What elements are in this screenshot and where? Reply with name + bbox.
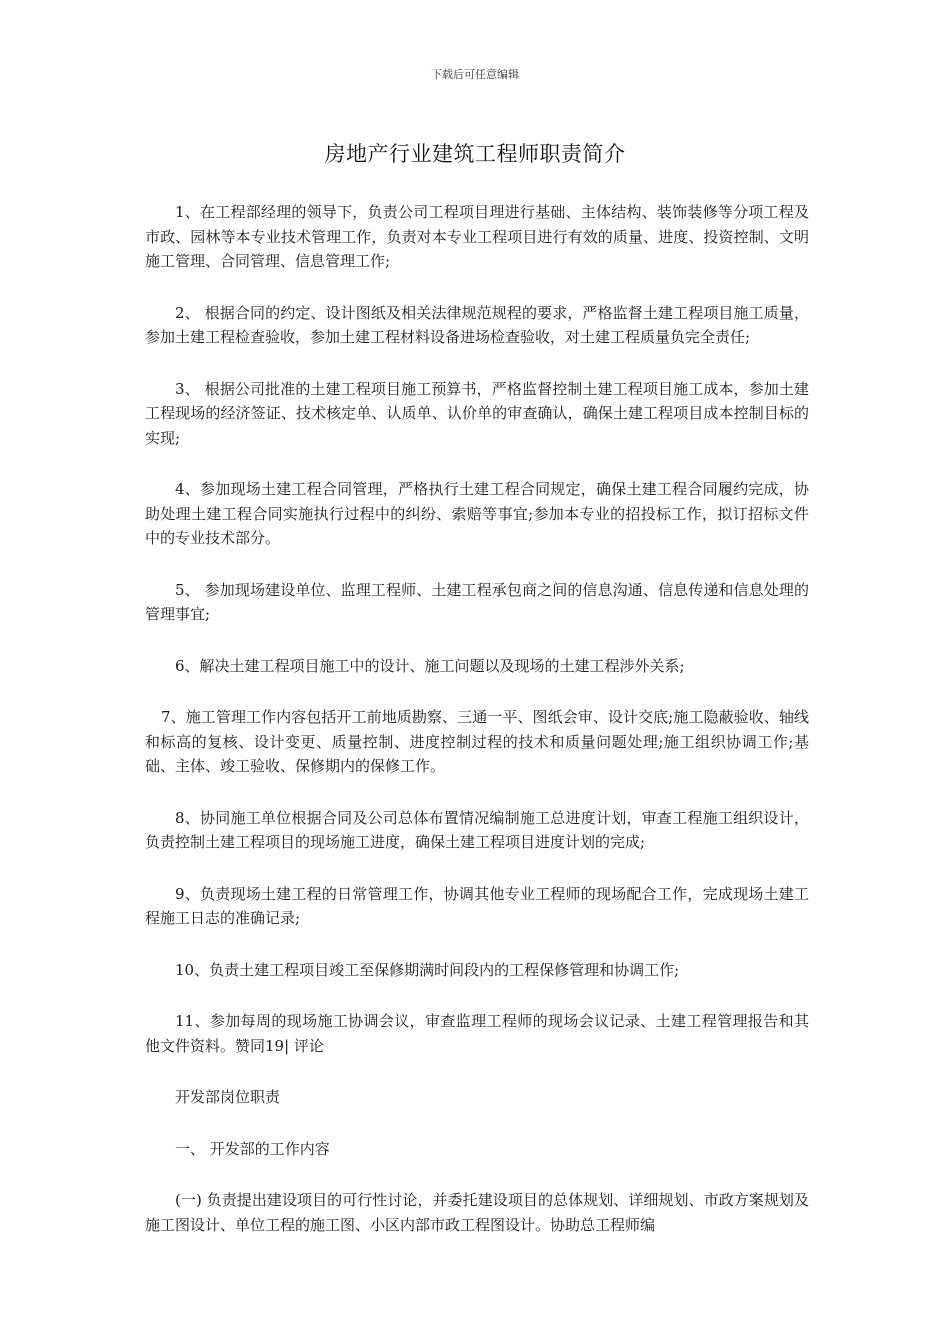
header-note: 下载后可任意编辑 [431,68,519,81]
paragraph-dev-1: (一) 负责提出建设项目的可行性讨论，并委托建设项目的总体规划、详细规划、市政方案规划及施工图设计、单位工程的施工图、小区内部市政工程图设计。协助总工程师编 [145,1191,809,1234]
paragraph-10: 10、负责土建工程项目竣工至保修期满时间段内的工程保修管理和协调工作; [175,960,680,979]
paragraph-11: 11、参加每周的现场施工协调会议，审查监理工程师的现场会议记录、土建工程管理报告和其他文件资料。赞同19| 评论 [145,1012,809,1055]
document-title: 房地产行业建筑工程师职责简介 [324,142,626,166]
paragraph-8: 8、协同施工单位根据合同及公司总体布置情况编制施工总进度计划，审查工程施工组织设计，负责控制土建工程项目的现场施工进度，确保土建工程项目进度计划的完成; [145,808,809,851]
document-body [145,200,809,1264]
paragraph-2: 2、 根据合同的约定、设计图纸及相关法律规范规程的要求，严格监督土建工程项目施工质量，参加土建工程检查验收，参加土建工程材料设备进场检查验收，对土建工程质量负完全责任; [145,303,809,346]
paragraph-7: 7、施工管理工作内容包括开工前地质勘察、三通一平、图纸会审、设计交底;施工隐蔽验收、轴线和标高的复核、设计变更、质量控制、进度控制过程的技术和质量问题处理;施工组织协调工作;基础、主体、竣工验收、保修期内的保修工作。 [145,708,809,775]
section-heading: 开发部岗位职责 [175,1088,281,1106]
paragraph-9: 9、负责现场土建工程的日常管理工作，协调其他专业工程师的现场配合工作，完成现场土建工程施工日志的准确记录; [145,884,809,927]
subsection-heading: 一、 开发部的工作内容 [175,1139,330,1158]
paragraph-1: 1、在工程部经理的领导下，负责公司工程项目理进行基础、主体结构、装饰装修等分项工程及市政、园林等本专业技术管理工作，负责对本专业工程项目进行有效的质量、进度、投资控制、文明施工管理、合同管理、信息管理工作; [145,203,809,270]
paragraph-5: 5、 参加现场建设单位、监理工程师、土建工程承包商之间的信息沟通、信息传递和信息处理的管理事宜; [145,580,809,623]
paragraph-6: 6、解决土建工程项目施工中的设计、施工问题以及现场的土建工程涉外关系; [175,656,685,675]
paragraph-3: 3、 根据公司批准的土建工程项目施工预算书，严格监督控制土建工程项目施工成本，参加土建工程现场的经济签证、技术核定单、认质单、认价单的审查确认，确保土建工程项目成本控制目标的实现; [145,379,809,447]
paragraph-4: 4、参加现场土建工程合同管理，严格执行土建工程合同规定，确保土建工程合同履约完成，协助处理土建工程合同实施执行过程中的纠纷、索赔等事宜;参加本专业的招投标工作，拟订招标文件中的专业技术部分。 [145,480,809,547]
